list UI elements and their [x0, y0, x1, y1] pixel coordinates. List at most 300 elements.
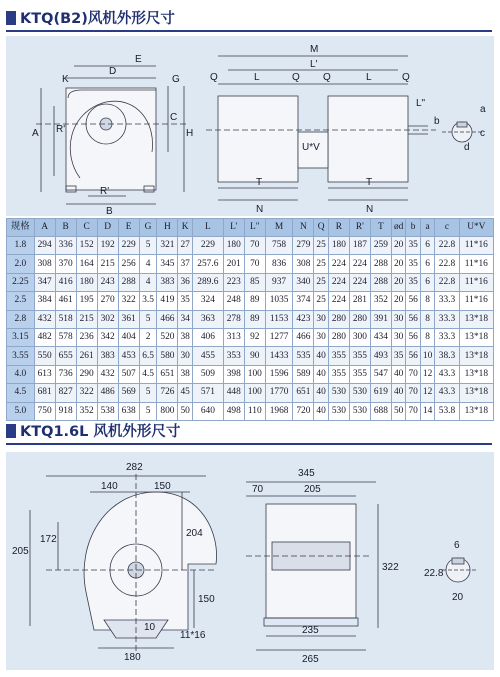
dim-r-prime: R': [56, 124, 66, 135]
table-cell: 22.8: [435, 237, 459, 255]
table-cell: 180: [76, 273, 97, 291]
table-cell: 70: [244, 237, 265, 255]
table-cell: 322: [76, 384, 97, 402]
table-cell: 12: [420, 384, 434, 402]
table-cell: 223: [223, 273, 244, 291]
column-header: K: [178, 219, 192, 237]
table-cell: 10: [420, 347, 434, 365]
table-cell: 613: [34, 365, 55, 383]
dim-140: 140: [101, 481, 118, 492]
model-cell: 2.5: [7, 292, 35, 310]
table-cell: 20: [391, 255, 405, 273]
dim-265: 265: [302, 654, 319, 665]
table-cell: 530: [328, 384, 349, 402]
dim-m: M: [310, 44, 319, 55]
dim-b-small: b: [434, 116, 440, 127]
table-cell: 836: [265, 255, 293, 273]
table-cell: 345: [157, 255, 178, 273]
table-cell: 640: [192, 402, 223, 420]
table-cell: 688: [370, 402, 391, 420]
dim-10: 10: [144, 622, 156, 633]
table-cell: 30: [314, 328, 328, 346]
table-cell: 70: [406, 365, 420, 383]
dim-l-double-prime: L": [416, 98, 426, 109]
table-row: [7, 255, 494, 273]
column-header: Q: [314, 219, 328, 237]
table-cell: 35: [178, 292, 192, 310]
table-cell: 1035: [265, 292, 293, 310]
table-cell: 302: [97, 310, 118, 328]
table-cell: 655: [55, 347, 76, 365]
table-row: [7, 384, 494, 402]
dim-n-2: N: [366, 204, 374, 215]
table-cell: 493: [370, 347, 391, 365]
table-cell: 419: [157, 292, 178, 310]
table-cell: 100: [244, 365, 265, 383]
table-cell: 313: [223, 328, 244, 346]
dim-150-top: 150: [154, 481, 171, 492]
table-header-row: [7, 219, 494, 237]
dim-t-2: T: [366, 177, 373, 188]
table-cell: 35: [391, 347, 405, 365]
column-header: c: [435, 219, 459, 237]
table-cell: 580: [157, 347, 178, 365]
table-row: [7, 328, 494, 346]
table-row: [7, 365, 494, 383]
table-cell: 750: [34, 402, 55, 420]
dim-20: 20: [452, 592, 464, 603]
table-cell: 324: [192, 292, 223, 310]
table-row: [7, 237, 494, 255]
table-cell: 391: [370, 310, 391, 328]
table-cell: 30: [178, 347, 192, 365]
table-cell: 261: [76, 347, 97, 365]
table-cell: 294: [34, 237, 55, 255]
table-cell: 180: [328, 237, 349, 255]
table-cell: 352: [76, 402, 97, 420]
table-cell: 361: [118, 310, 139, 328]
table-cell: 530: [349, 384, 370, 402]
dim-t-1: T: [256, 177, 263, 188]
dim-l-2: L: [366, 72, 372, 83]
section-title-text: KTQ(B2)风机外形尺寸: [20, 11, 175, 27]
table-cell: 547: [370, 365, 391, 383]
table-cell: 50: [178, 402, 192, 420]
dim-q-4: Q: [402, 72, 410, 83]
table-cell: 406: [192, 328, 223, 346]
table-cell: 280: [328, 310, 349, 328]
table-cell: 40: [391, 384, 405, 402]
model-cell: 5.0: [7, 402, 35, 420]
table-cell: 56: [406, 328, 420, 346]
column-header: G: [139, 219, 157, 237]
table-cell: 384: [34, 292, 55, 310]
table-cell: 352: [370, 292, 391, 310]
table-cell: 455: [192, 347, 223, 365]
column-header: 规格: [7, 219, 35, 237]
column-header: D: [97, 219, 118, 237]
front-housing: [66, 88, 156, 190]
table-cell: 201: [223, 255, 244, 273]
column-header: L: [192, 219, 223, 237]
table-cell: 1968: [265, 402, 293, 420]
table-cell: 1596: [265, 365, 293, 383]
ktq-1-6l-dim-labels: [12, 462, 464, 665]
table-cell: 56: [406, 292, 420, 310]
table-cell: 90: [244, 347, 265, 365]
table-cell: 8: [420, 292, 434, 310]
table-cell: 5: [139, 402, 157, 420]
table-cell: 1153: [265, 310, 293, 328]
table-cell: 571: [192, 384, 223, 402]
dim-205-left: 205: [12, 546, 29, 557]
table-cell: 38: [178, 365, 192, 383]
title-marker: [6, 11, 16, 25]
table-cell: 11*16: [459, 292, 493, 310]
table-cell: 638: [118, 402, 139, 420]
table-cell: 308: [293, 255, 314, 273]
dim-r-prime-bottom: R': [100, 186, 110, 197]
dim-k: K: [62, 74, 69, 85]
table-cell: 37: [178, 255, 192, 273]
table-cell: 423: [293, 310, 314, 328]
table-cell: 34: [178, 310, 192, 328]
table-cell: 56: [406, 310, 420, 328]
table-cell: 5: [139, 310, 157, 328]
dim-e: E: [135, 54, 142, 65]
table-cell: 27: [178, 237, 192, 255]
table-cell: 20: [391, 292, 405, 310]
table-cell: 530: [328, 402, 349, 420]
table-cell: 651: [293, 384, 314, 402]
table-cell: 33.3: [435, 292, 459, 310]
table-cell: 43.3: [435, 384, 459, 402]
table-cell: 50: [391, 402, 405, 420]
table-cell: 25: [314, 273, 328, 291]
table-cell: 13*18: [459, 402, 493, 420]
table-cell: 25: [314, 237, 328, 255]
table-cell: 651: [157, 365, 178, 383]
table-cell: 398: [223, 365, 244, 383]
column-header: L': [223, 219, 244, 237]
table-cell: 6.5: [139, 347, 157, 365]
table-cell: 8: [420, 328, 434, 346]
table-cell: 1277: [265, 328, 293, 346]
table-cell: 35: [406, 273, 420, 291]
column-header: H: [157, 219, 178, 237]
table-cell: 85: [244, 273, 265, 291]
table-cell: 35: [406, 255, 420, 273]
table-row: [7, 310, 494, 328]
table-cell: 6: [420, 255, 434, 273]
table-cell: 45: [178, 384, 192, 402]
table-cell: 187: [349, 237, 370, 255]
table-cell: 224: [328, 292, 349, 310]
table-cell: 8: [420, 310, 434, 328]
table-cell: 321: [157, 237, 178, 255]
ktq-1-6l-drawing: [6, 452, 494, 670]
table-cell: 569: [118, 384, 139, 402]
table-cell: 40: [314, 402, 328, 420]
table-cell: 11*16: [459, 237, 493, 255]
dim-22-8: 22.8: [424, 568, 444, 579]
table-cell: 736: [55, 365, 76, 383]
table-cell: 416: [55, 273, 76, 291]
table-cell: 224: [349, 255, 370, 273]
table-cell: 498: [223, 402, 244, 420]
dim-q-2: Q: [292, 72, 300, 83]
dim-345: 345: [298, 468, 315, 479]
table-cell: 937: [265, 273, 293, 291]
table-cell: 281: [349, 292, 370, 310]
table-cell: 215: [97, 255, 118, 273]
dim-282: 282: [126, 462, 143, 473]
table-cell: 53.8: [435, 402, 459, 420]
table-cell: 383: [97, 347, 118, 365]
model-cell: 2.8: [7, 310, 35, 328]
section-title-text: KTQ1.6L 风机外形尺寸: [20, 424, 181, 440]
dim-d: D: [109, 66, 117, 77]
table-cell: 5: [139, 384, 157, 402]
column-header: E: [118, 219, 139, 237]
table-cell: 40: [314, 365, 328, 383]
table-cell: 758: [265, 237, 293, 255]
table-cell: 353: [223, 347, 244, 365]
table-cell: 89: [244, 310, 265, 328]
model-cell: 1.8: [7, 237, 35, 255]
table-cell: 14: [420, 402, 434, 420]
table-cell: 257.6: [192, 255, 223, 273]
table-cell: 280: [349, 310, 370, 328]
table-row: [7, 292, 494, 310]
table-cell: 453: [118, 347, 139, 365]
dim-150-right: 150: [198, 594, 215, 605]
table-cell: 13*18: [459, 310, 493, 328]
dim-a: A: [32, 128, 39, 139]
table-cell: 89: [244, 292, 265, 310]
table-cell: 448: [223, 384, 244, 402]
table-cell: 20: [391, 273, 405, 291]
table-cell: 4.5: [139, 365, 157, 383]
table-cell: 22.8: [435, 273, 459, 291]
table-cell: 40: [391, 365, 405, 383]
dim-204: 204: [186, 528, 203, 539]
table-cell: 6: [420, 237, 434, 255]
dim-q-1: Q: [210, 72, 218, 83]
dim-70: 70: [252, 484, 264, 495]
column-header: C: [76, 219, 97, 237]
column-header: ød: [391, 219, 405, 237]
table-cell: 322: [118, 292, 139, 310]
dim-a-small: a: [480, 104, 486, 115]
table-row: [7, 347, 494, 365]
table-cell: 383: [157, 273, 178, 291]
table-cell: 589: [293, 365, 314, 383]
table-cell: 236: [76, 328, 97, 346]
table-cell: 70: [406, 402, 420, 420]
section-title-ktq-1-6l: [6, 421, 492, 445]
table-cell: 110: [244, 402, 265, 420]
table-cell: 13*18: [459, 365, 493, 383]
table-cell: 6: [420, 273, 434, 291]
dim-11x16: 11*16: [180, 630, 206, 641]
section-title-ktq-b2: [6, 8, 492, 32]
table-cell: 30: [391, 328, 405, 346]
ktq-1-6l-drawing-panel: [6, 452, 494, 670]
table-cell: 681: [34, 384, 55, 402]
table-cell: 355: [328, 365, 349, 383]
table-cell: 100: [244, 384, 265, 402]
table-cell: 30: [314, 310, 328, 328]
table-cell: 619: [370, 384, 391, 402]
table-cell: 279: [293, 237, 314, 255]
dim-180: 180: [124, 652, 141, 663]
table-cell: 289.6: [192, 273, 223, 291]
table-cell: 486: [97, 384, 118, 402]
column-header: A: [34, 219, 55, 237]
table-cell: 280: [328, 328, 349, 346]
column-header: b: [406, 219, 420, 237]
table-cell: 33.3: [435, 310, 459, 328]
table-cell: 4: [139, 255, 157, 273]
table-cell: 224: [328, 273, 349, 291]
table-cell: 70: [244, 255, 265, 273]
table-cell: 370: [55, 255, 76, 273]
dim-205-top: 205: [304, 484, 321, 495]
model-cell: 4.0: [7, 365, 35, 383]
dim-l-prime: L': [310, 59, 318, 70]
table-cell: 355: [328, 347, 349, 365]
dim-b: B: [106, 206, 113, 216]
table-cell: 43.3: [435, 365, 459, 383]
table-cell: 224: [349, 273, 370, 291]
table-cell: 518: [55, 310, 76, 328]
table-cell: 38.3: [435, 347, 459, 365]
table-cell: 25: [314, 255, 328, 273]
table-cell: 11*16: [459, 255, 493, 273]
dim-uv: U*V: [302, 142, 320, 153]
table-cell: 578: [55, 328, 76, 346]
table-cell: 152: [76, 237, 97, 255]
column-header: B: [55, 219, 76, 237]
dim-n-1: N: [256, 204, 264, 215]
table-cell: 13*18: [459, 384, 493, 402]
table-cell: 195: [76, 292, 97, 310]
title-marker: [6, 424, 16, 438]
table-cell: 248: [223, 292, 244, 310]
table-cell: 13*18: [459, 328, 493, 346]
table-body: [7, 237, 494, 421]
table-cell: 432: [97, 365, 118, 383]
table-cell: 800: [157, 402, 178, 420]
table-cell: 288: [118, 273, 139, 291]
table-cell: 1770: [265, 384, 293, 402]
table-cell: 530: [349, 402, 370, 420]
table-cell: 243: [97, 273, 118, 291]
model-cell: 4.5: [7, 384, 35, 402]
table-cell: 507: [118, 365, 139, 383]
table-cell: 5: [139, 237, 157, 255]
table-cell: 38: [178, 328, 192, 346]
model-cell: 3.55: [7, 347, 35, 365]
table-cell: 256: [118, 255, 139, 273]
model-cell: 2.0: [7, 255, 35, 273]
table-cell: 278: [223, 310, 244, 328]
column-header: N: [293, 219, 314, 237]
table-cell: 300: [349, 328, 370, 346]
table-cell: 340: [293, 273, 314, 291]
table-cell: 363: [192, 310, 223, 328]
table-cell: 25: [314, 292, 328, 310]
table-cell: 288: [370, 273, 391, 291]
table-cell: 229: [118, 237, 139, 255]
table-cell: 720: [293, 402, 314, 420]
table-cell: 342: [97, 328, 118, 346]
table-cell: 2: [139, 328, 157, 346]
table-cell: 827: [55, 384, 76, 402]
table-cell: 30: [391, 310, 405, 328]
column-header: a: [420, 219, 434, 237]
column-header: U*V: [459, 219, 493, 237]
model-cell: 3.15: [7, 328, 35, 346]
table-cell: 520: [157, 328, 178, 346]
table-cell: 482: [34, 328, 55, 346]
dim-g: G: [172, 74, 180, 85]
table-cell: 404: [118, 328, 139, 346]
model-cell: 2.25: [7, 273, 35, 291]
table-cell: 726: [157, 384, 178, 402]
column-header: T: [370, 219, 391, 237]
table-cell: 1433: [265, 347, 293, 365]
table-cell: 550: [34, 347, 55, 365]
table-cell: 509: [192, 365, 223, 383]
column-header: L": [244, 219, 265, 237]
table-cell: 40: [314, 347, 328, 365]
column-header: M: [265, 219, 293, 237]
table-cell: 4: [139, 273, 157, 291]
dim-172: 172: [40, 534, 57, 545]
table-cell: 229: [192, 237, 223, 255]
table-cell: 56: [406, 347, 420, 365]
table-cell: 3.5: [139, 292, 157, 310]
table-cell: 20: [391, 237, 405, 255]
table-cell: 290: [76, 365, 97, 383]
table-cell: 288: [370, 255, 391, 273]
dim-c: C: [170, 112, 178, 123]
table-cell: 35: [406, 237, 420, 255]
dim-q-3: Q: [323, 72, 331, 83]
table-cell: 192: [97, 237, 118, 255]
table-cell: 13*18: [459, 347, 493, 365]
table-cell: 11*16: [459, 273, 493, 291]
table-cell: 92: [244, 328, 265, 346]
table-cell: 355: [349, 365, 370, 383]
column-header: R: [328, 219, 349, 237]
dim-c-small: c: [480, 128, 485, 139]
table-cell: 538: [97, 402, 118, 420]
table-cell: 12: [420, 365, 434, 383]
table-cell: 466: [157, 310, 178, 328]
table-cell: 36: [178, 273, 192, 291]
table-cell: 374: [293, 292, 314, 310]
dim-l-1: L: [254, 72, 260, 83]
table-cell: 432: [34, 310, 55, 328]
table-cell: 215: [76, 310, 97, 328]
table-cell: 347: [34, 273, 55, 291]
table-cell: 40: [314, 384, 328, 402]
dim-h: H: [186, 128, 194, 139]
dim-235: 235: [302, 625, 319, 636]
